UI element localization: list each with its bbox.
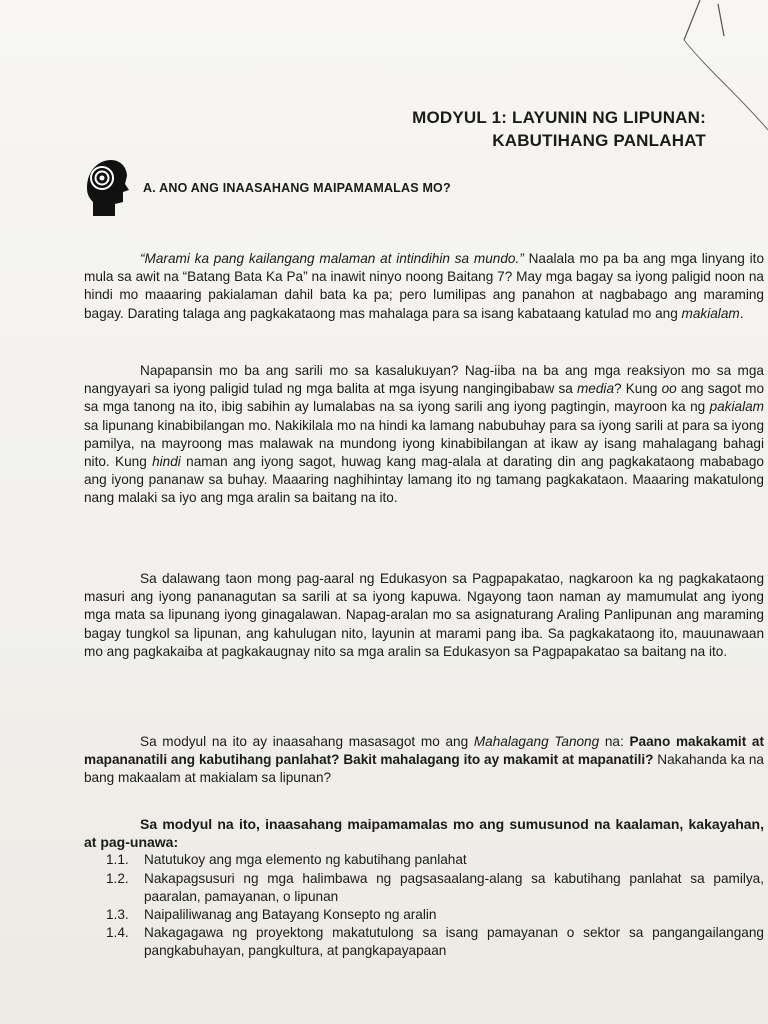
objective-number: 1.1. (106, 852, 129, 868)
objective-text: Nakapagsusuri ng mga halimbawa ng pagsasaalang-alang sa kabutihang panlahat sa pamilya, paaralan, pamayanan, o lipunan (144, 870, 764, 904)
paragraph-2-emphasis-4: hindi (152, 454, 181, 470)
objectives-lead: Sa modyul na ito, inaasahang maipamamalas mo ang sumusunod na kaalaman, kakayahan, at pag-unawa: (84, 816, 764, 851)
objectives-section (84, 815, 764, 961)
objective-text: Natutukoy ang mga elemento ng kabutihang panlahat (144, 852, 467, 868)
objective-number: 1.2. (106, 870, 129, 886)
paragraph-4-text-3: Nakahanda ka na bang makaalam at makialam sa lipunan? (84, 752, 764, 786)
objective-text: Naipaliliwanag ang Batayang Konsepto ng aralin (144, 907, 437, 923)
paragraph-2-text-5: naman ang iyong sagot, huwag kang mag-alala at darating din ang pagkakataong mababago ang iyong pananaw sa buhay. Maaaring naghihintay lamang ito ng tamang pagkakataon. Maaaring makatulong nang malaki sa iyo ang mga aralin sa baitang na ito. (84, 454, 764, 506)
module-title-line1: MODYUL 1: LAYUNIN NG LIPUNAN: (412, 108, 706, 127)
paragraph-2-text-2: ? Kung (614, 381, 662, 397)
objective-number: 1.3. (106, 907, 129, 923)
paragraph-4 (84, 733, 764, 788)
objective-number: 1.4. (106, 925, 129, 941)
paragraph-2-emphasis-2: oo (661, 381, 677, 397)
objectives-list (84, 851, 764, 960)
paragraph-4-text-1: Sa modyul na ito ay inaasahang masasagot mo ang (140, 734, 474, 749)
paragraph-1-text-b: . (739, 305, 744, 321)
paragraph-2-emphasis-1: media (576, 381, 615, 397)
paragraph-1-text-a: Naalala mo pa ba ang mga linyang ito mula sa awit na “Batang Bata Ka Pa” na inawit ninyo noong Baitang 7? May mga bagay sa iyong paligid noon na hindi mo maaaring pakialaman dahil bata ka pa; pero lumilipas ang panahon at nagbabago ang maraming bagay. Darating talaga ang pagkakataong mas mahalaga para sa isang kabataang katulad mo ang (84, 251, 765, 321)
target-head-icon (85, 158, 129, 218)
module-title (412, 106, 706, 152)
paragraph-2-text-1: Napapansin mo ba ang sarili mo sa kasalukuyan? Nag-iiba na ba ang mga reaksiyon mo sa mga nangyayari sa iyong paligid tulad ng mga balita at mga isyung nangingibabaw sa (84, 363, 764, 397)
essential-question: Paano makakamit at mapananatili ang kabutihang panlahat? Bakit mahalagang ito ay makamit at mapanatili? (84, 734, 764, 768)
paragraph-2-emphasis-3: pakialam (709, 399, 764, 415)
mahalagang-tanong-label: Mahalagang Tanong (473, 734, 600, 749)
paragraph-4-text-2: na: (599, 734, 630, 749)
paragraph-3 (84, 570, 764, 661)
song-quote: “Marami ka pang kailangang malaman at intindihin sa mundo.” (140, 251, 524, 266)
objective-item (84, 924, 764, 960)
paragraph-1-emphasis: makialam (681, 305, 740, 321)
objective-text: Nakagagawa ng proyektong makatutulong sa isang pamayanan o sektor sa pangangailangang pangkabuhayan, pangkultura, at pangkapayapaan (144, 925, 764, 959)
objective-item (84, 851, 764, 869)
objective-item (84, 906, 764, 924)
paragraph-3-text: Sa dalawang taon mong pag-aaral ng Edukasyon sa Pagpapakatao, nagkaroon ka ng pagkakataong masuri ang iyong pananagutan sa sarili at sa iyong kapuwa. Ngayong taon naman ay mamumulat ang iyong mga mata sa lipunang iyong ginagalawan. Napag-aralan mo sa asignaturang Araling Panlipunan ang maraming bagay tungkol sa lipunan, ang kahulugan nito, layunin at marami pang iba. Sa pagkakataong ito, mauunawaan mo ang pagkakaiba at pagkakaugnay nito sa mga aralin sa Edukasyon sa Pagpapakatao sa baitang na ito. (84, 571, 764, 659)
paragraph-2-text-3: ang sagot mo sa mga tanong na ito, ibig sabihin ay lumalabas na sa iyong sarili ang iyong pagtingin, mayroon ka ng (84, 381, 765, 415)
paragraph-2 (84, 362, 764, 508)
section-a-heading: A. ANO ANG INAASAHANG MAIPAMAMALAS MO? (143, 181, 451, 195)
paragraph-1 (84, 250, 764, 323)
objective-item (84, 870, 764, 906)
paragraph-2-text-4: sa lipunang kinabibilangan mo. Nakikilala mo na hindi ka lamang nabubuhay para sa iyong sarili at para sa iyong pamilya, na mayroong mas malawak na mundong iyong kinabibilangan at ikaw ay isang mahalagang bahagi nito. Kung (84, 417, 764, 470)
module-title-line2: KABUTIHANG PANLAHAT (492, 131, 706, 150)
